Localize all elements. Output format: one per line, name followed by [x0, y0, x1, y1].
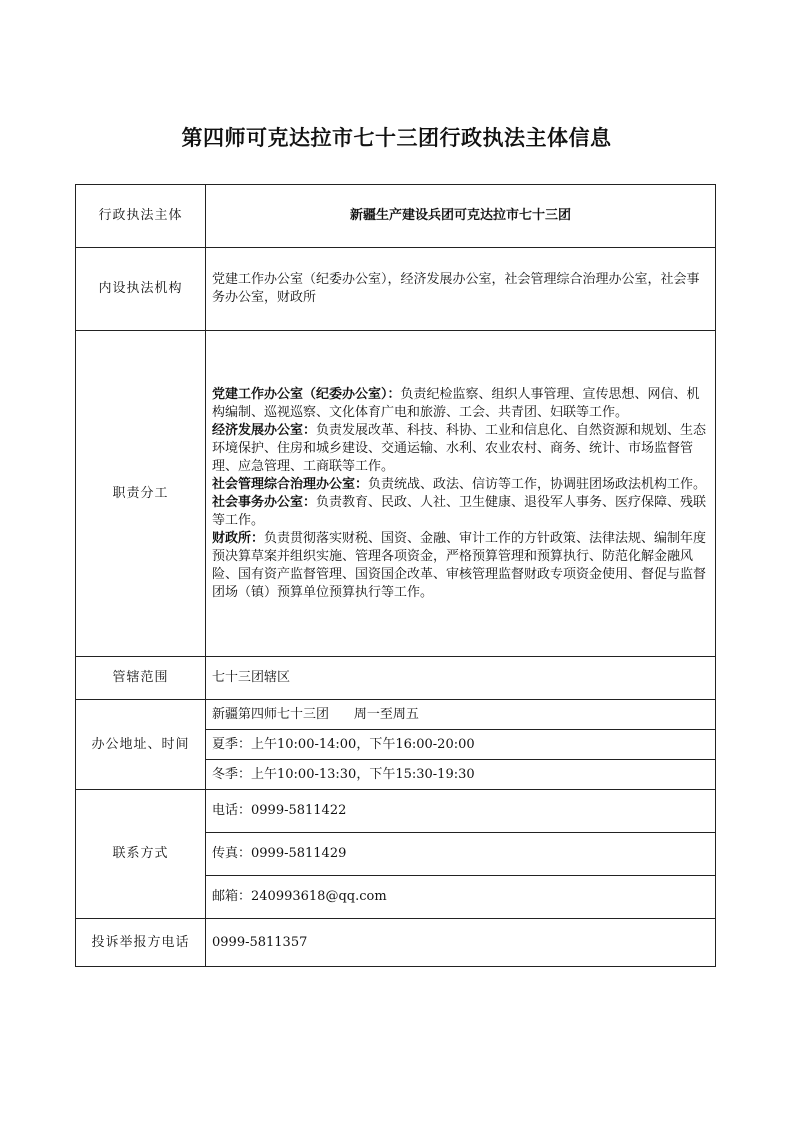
value-entity: 新疆生产建设兵团可克达拉市七十三团 [206, 185, 716, 248]
table-row-complaint [76, 919, 716, 967]
duty-item [212, 530, 709, 602]
info-table [75, 184, 716, 967]
duty-text: 负责纪检监察、组织人事管理、宣传思想、网信、机构编制、巡视巡察、文化体育广电和旅游、工会、共青团、妇联等工作。 [212, 386, 700, 420]
label-entity: 行政执法主体 [76, 185, 206, 248]
duty-text: 负责贯彻落实财税、国资、金融、审计工作的方针政策、法律法规、编制年度预决算草案并组织实施、管理各项资金，严格预算管理和预算执行、防范化解金融风险、国有资产监督管理、国资国企改革、审核管理监督财政专项资金使用、督促与监督团场（镇）预算单位预算执行等工作。 [212, 530, 707, 600]
label-complaint: 投诉举报方电话 [76, 919, 206, 967]
value-office-address [206, 700, 716, 730]
duty-item [212, 422, 709, 476]
value-contact-phone: 电话：0999-5811422 [206, 790, 716, 833]
value-jurisdiction: 七十三团辖区 [206, 657, 716, 700]
value-duties [206, 331, 716, 657]
label-jurisdiction: 管辖范围 [76, 657, 206, 700]
office-address: 新疆第四师七十三团 [212, 706, 330, 722]
duty-text: 负责教育、民政、人社、卫生健康、退役军人事务、医疗保障、残联等工作。 [212, 494, 707, 528]
label-duties: 职责分工 [76, 331, 206, 657]
duty-item [212, 386, 709, 422]
value-internal: 党建工作办公室（纪委办公室），经济发展办公室，社会管理综合治理办公室，社会事务办公室，财政所 [206, 248, 716, 331]
duty-item [212, 494, 709, 530]
value-contact-fax: 传真：0999-5811429 [206, 833, 716, 876]
value-office-summer: 夏季：上午10:00-14:00，下午16:00-20:00 [206, 730, 716, 760]
table-row-internal [76, 248, 716, 331]
duty-office-name: 社会事务办公室： [212, 494, 317, 510]
label-contact: 联系方式 [76, 790, 206, 919]
label-office: 办公地址、时间 [76, 700, 206, 790]
label-internal: 内设执法机构 [76, 248, 206, 331]
table-row-office-address [76, 700, 716, 730]
duty-office-name: 党建工作办公室（纪委办公室）： [212, 386, 401, 402]
duty-item [212, 476, 709, 494]
table-row-jurisdiction [76, 657, 716, 700]
duty-office-name: 经济发展办公室： [212, 422, 317, 438]
value-contact-email: 邮箱：240993618@qq.com [206, 876, 716, 919]
duty-office-name: 社会管理综合治理办公室： [212, 476, 369, 492]
table-row-contact-phone [76, 790, 716, 833]
duty-office-name: 财政所： [212, 530, 265, 546]
duty-text: 负责发展改革、科技、科协、工业和信息化、自然资源和规划、生态环境保护、住房和城乡建设、交通运输、水利、农业农村、商务、统计、市场监督管理、应急管理、工商联等工作。 [212, 422, 707, 474]
page-title: 第四师可克达拉市七十三团行政执法主体信息 [181, 125, 612, 150]
duty-text: 负责统战、政法、信访等工作，协调驻团场政法机构工作。 [368, 476, 707, 492]
office-days: 周一至周五 [353, 706, 419, 722]
table-row-duties [76, 331, 716, 657]
value-complaint: 0999-5811357 [206, 919, 716, 967]
table-row-entity [76, 185, 716, 248]
value-office-winter: 冬季：上午10:00-13:30，下午15:30-19:30 [206, 760, 716, 790]
